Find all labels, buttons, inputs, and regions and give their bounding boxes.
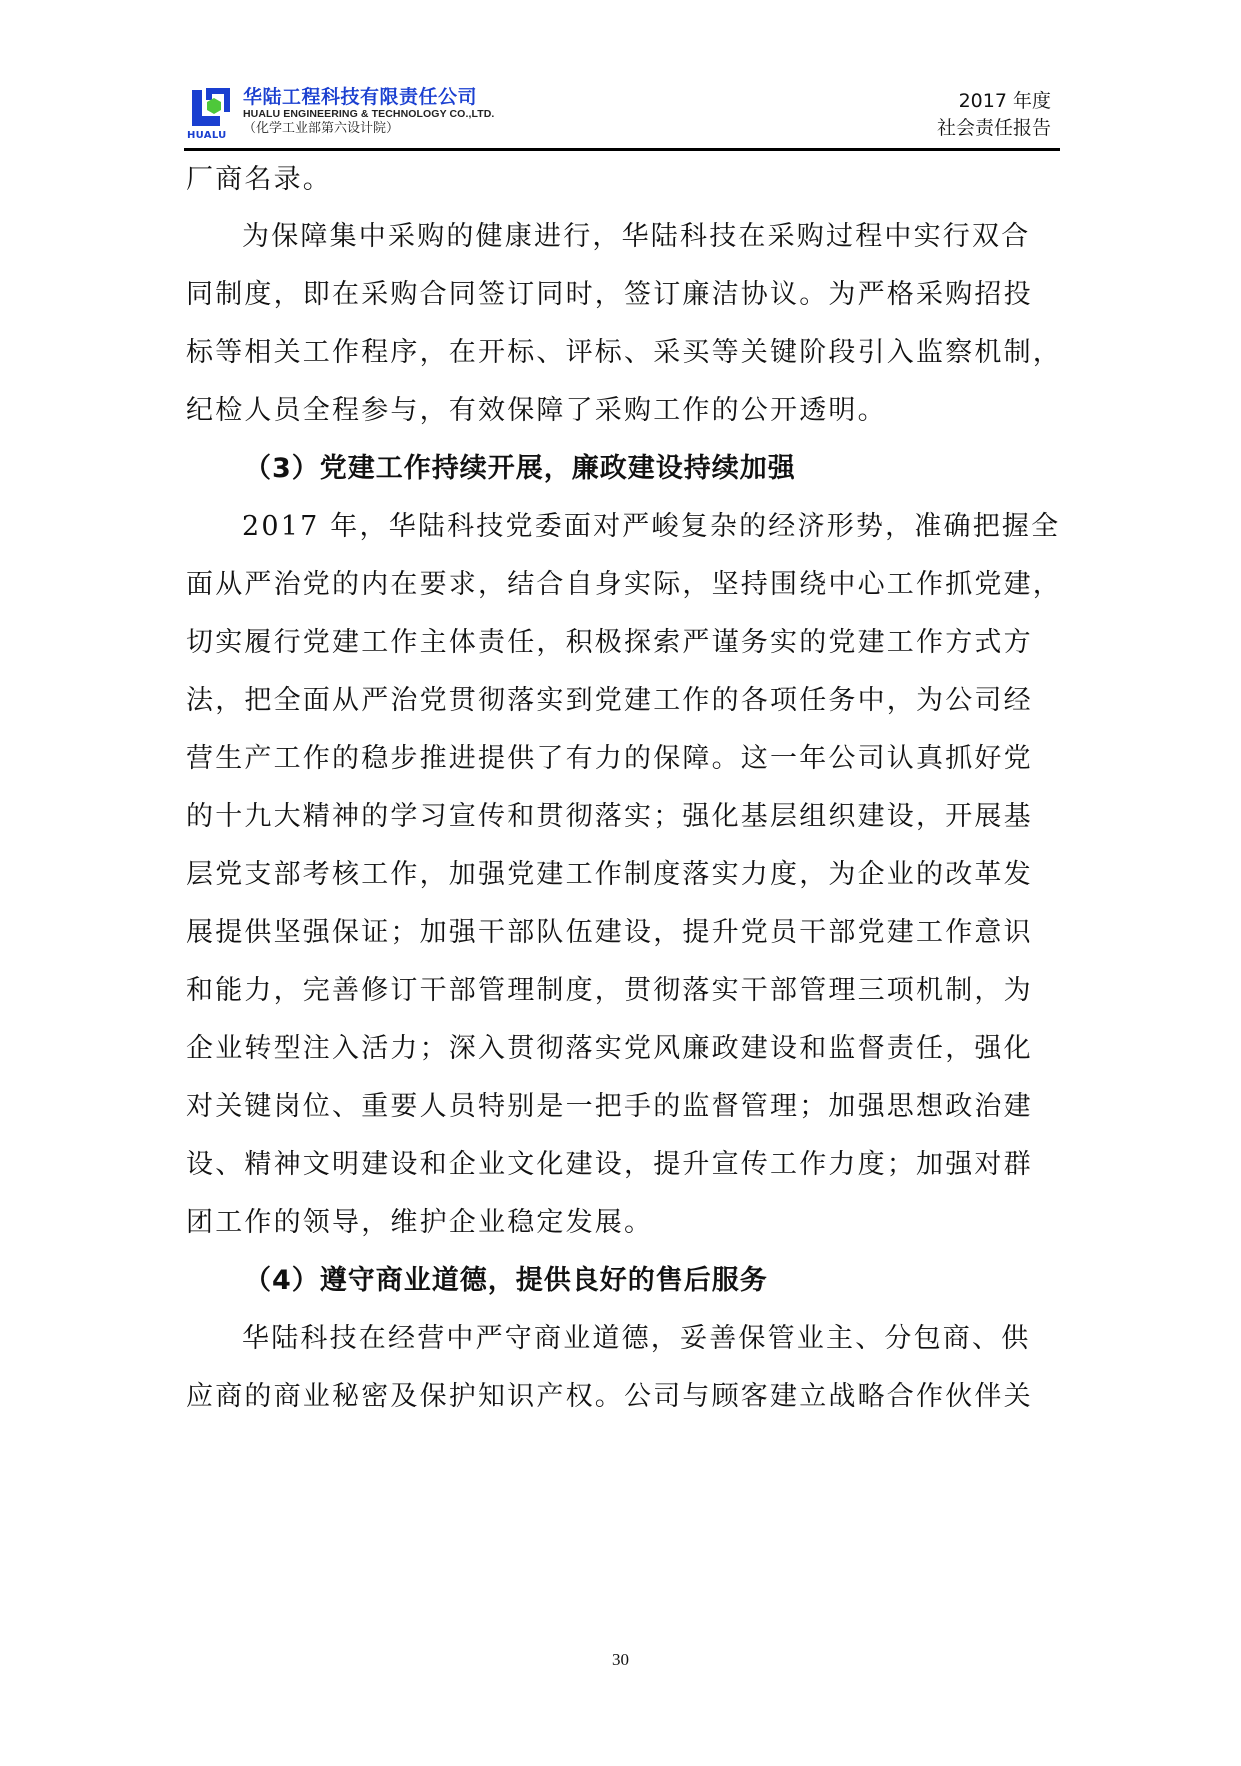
paragraph-line: 面从严治党的内在要求，结合自身实际，坚持围绕中心工作抓党建， [186,569,1062,600]
paragraph-line: 展提供坚强保证；加强干部队伍建设，提升党员干部党建工作意识 [186,917,1033,948]
company-block [243,86,494,137]
paragraph-line: 同制度，即在采购合同签订同时，签订廉洁协议。为严格采购招投 [186,279,1033,310]
paragraph-line: 为保障集中采购的健康进行，华陆科技在采购过程中实行双合 [242,221,1031,252]
page-number: 30 [612,1650,629,1669]
section-heading: （3）党建工作持续开展，廉政建设持续加强 [244,453,796,484]
logo-wordmark: HUALU [187,130,227,141]
company-subtitle: （化学工业部第六设计院） [243,121,400,136]
section-heading: （4）遵守商业道德，提供良好的售后服务 [244,1265,768,1296]
company-logo [187,86,237,146]
company-name-en: HUALU ENGINEERING & TECHNOLOGY CO.,LTD. [243,108,495,120]
paragraph-line: 厂商名录。 [186,164,332,195]
page-header [0,0,1241,152]
paragraph-line: 营生产工作的稳步推进提供了有力的保障。这一年公司认真抓好党 [186,743,1033,774]
paragraph-line: 的十九大精神的学习宣传和贯彻落实；强化基层组织建设，开展基 [186,801,1033,832]
paragraph-line: 华陆科技在经营中严守商业道德，妥善保管业主、分包商、供 [242,1323,1031,1354]
company-name-cn: 华陆工程科技有限责任公司 [243,86,478,108]
paragraph-line: 标等相关工作程序，在开标、评标、采买等关键阶段引入监察机制， [186,337,1062,368]
paragraph-line: 企业转型注入活力；深入贯彻落实党风廉政建设和监督责任，强化 [186,1033,1033,1064]
paragraph-line: 应商的商业秘密及保护知识产权。公司与顾客建立战略合作伙伴关 [186,1381,1033,1412]
hualu-logo-icon [190,86,232,128]
paragraph-line: 2017 年，华陆科技党委面对严峻复杂的经济形势，准确把握全 [242,511,1061,542]
paragraph-line: 设、精神文明建设和企业文化建设，提升宣传工作力度；加强对群 [186,1149,1033,1180]
report-title: 社会责任报告 [936,117,1051,139]
paragraph-line: 团工作的领导，维护企业稳定发展。 [186,1207,654,1238]
paragraph-line: 切实履行党建工作主体责任，积极探索严谨务实的党建工作方式方 [186,627,1033,658]
paragraph-line: 和能力，完善修订干部管理制度，贯彻落实干部管理三项机制，为 [186,975,1033,1006]
paragraph-line: 层党支部考核工作，加强党建工作制度落实力度，为企业的改革发 [186,859,1033,890]
paragraph-line: 纪检人员全程参与，有效保障了采购工作的公开透明。 [186,395,887,426]
report-year: 2017 年度 [958,90,1051,112]
paragraph-line: 法，把全面从严治党贯彻落实到党建工作的各项任务中，为公司经 [186,685,1033,716]
report-title-block [937,88,1051,142]
header-divider [184,148,1060,151]
paragraph-line: 对关键岗位、重要人员特别是一把手的监督管理；加强思想政治建 [186,1091,1033,1122]
